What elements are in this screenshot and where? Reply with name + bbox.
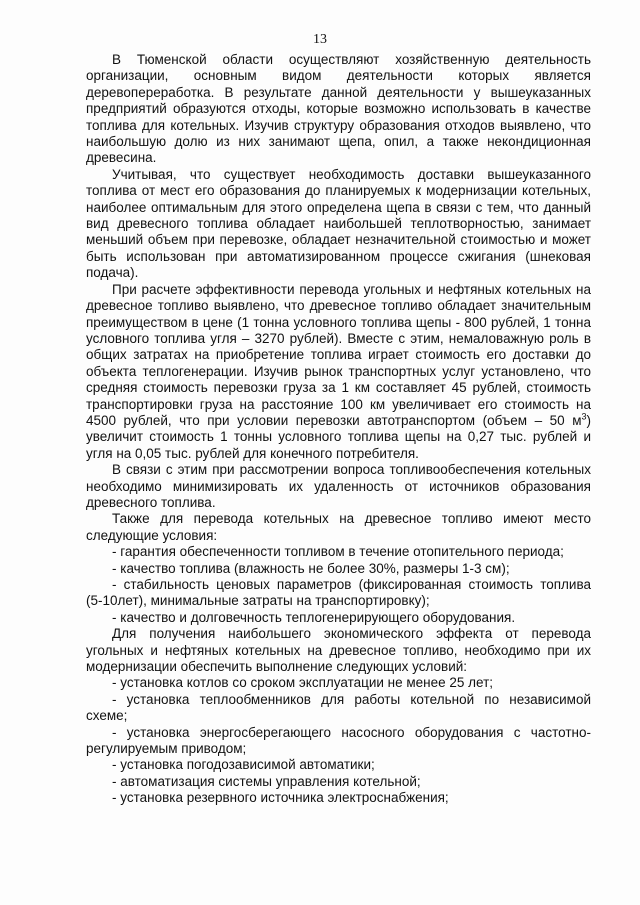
paragraph-cost-efficiency-tail: ) увеличит стоимость 1 тонны условного топлива щепы на 0,27 тыс. рублей и угля на 0,05 тыс. рублей для конечного потребителя. xyxy=(86,412,591,461)
list-item: - качество топлива (влажность не более 30%, размеры 1-3 см); xyxy=(112,560,510,576)
list-item: - установка теплообменников для работы котельной по независимой схеме; xyxy=(86,691,591,724)
list-item: - качество и долговечность теплогенерирующего оборудования. xyxy=(112,609,516,625)
paragraph-fuel-supply: В связи с этим при рассмотрении вопроса топливообеспечения котельных необходимо минимизировать их удаленность от источников образования древесного топлива. xyxy=(86,462,591,510)
paragraph-conditions-intro: Также для перевода котельных на древесное топливо имеют место следующие условия: xyxy=(86,511,591,543)
list-item: - установка погодозависимой автоматики; xyxy=(112,757,375,773)
paragraph-cost-efficiency-text: При расчете эффективности перевода угольных и нефтяных котельных на древесное топливо выявлено, что древесное топливо обладает значительным преимуществом в цене (1 тонна условного топлива щепы - 800 рублей, 1 тонна условного топлива угля – 3270 рублей). Вместе с этим, немаловажную роль в общих затратах на приобретение топлива играет стоимость его доставки до объекта теплогенерации. Изучив рынок транспортных услуг установлено, что средняя стоимость перевозки груза за 1 км составляет 45 рублей, стоимость транспортировки груза на расстояние 100 км увеличивает его стоимость на 4500 рублей, что при условии перевозки автотранспортом (объем – 50 м xyxy=(86,281,591,428)
list-item: - установка котлов со сроком эксплуатации не менее 25 лет; xyxy=(112,675,494,691)
paragraph-modernization-intro: Для получения наибольшего экономического эффекта от перевода угольных и нефтяных котельных на древесное топливо, необходимо при их модернизации обеспечить выполнение следующих условий: xyxy=(86,626,591,675)
paragraph-wood-chips: Учитывая, что существует необходимость доставки вышеуказанного топлива от мест его образования до планируемых к модернизации котельных, наиболее оптимальным для этого определена щепа в связи с тем, что данный вид древесного топлива обладает наибольшей теплотворностью, занимает меньший объем при перевозке, обладает незначительной стоимостью и может быть использован при автоматизированном процессе сжигания (шнековая подача). xyxy=(86,166,591,281)
list-item: - гарантия обеспеченности топливом в течение отопительного периода; xyxy=(112,544,564,560)
list-item: - стабильность ценовых параметров (фиксированная стоимость топлива (5-10лет), минимальные затраты на транспортировку); xyxy=(86,577,591,609)
paragraph-cost-efficiency xyxy=(86,282,591,462)
list-item: - установка энергосберегающего насосного оборудования с частотно-регулируемым приводом; xyxy=(86,724,591,757)
superscript-cubic: 3 xyxy=(581,411,587,422)
document-body xyxy=(86,52,591,807)
list-item: - автоматизация системы управления котельной; xyxy=(112,773,421,789)
list-item: - установка резервного источника электроснабжения; xyxy=(112,790,449,806)
paragraph-timber-processing: В Тюменской области осуществляют хозяйственную деятельность организации, основным видом деятельности которых является деревопереработка. В результате данной деятельности у вышеуказанных предприятий образуются отходы, которые возможно использовать в качестве топлива для котельных. Изучив структуру образования отходов выявлено, что наибольшую долю из них занимают щепа, опил, а также некондиционная древесина. xyxy=(86,52,591,166)
page-number: 13 xyxy=(313,32,327,47)
